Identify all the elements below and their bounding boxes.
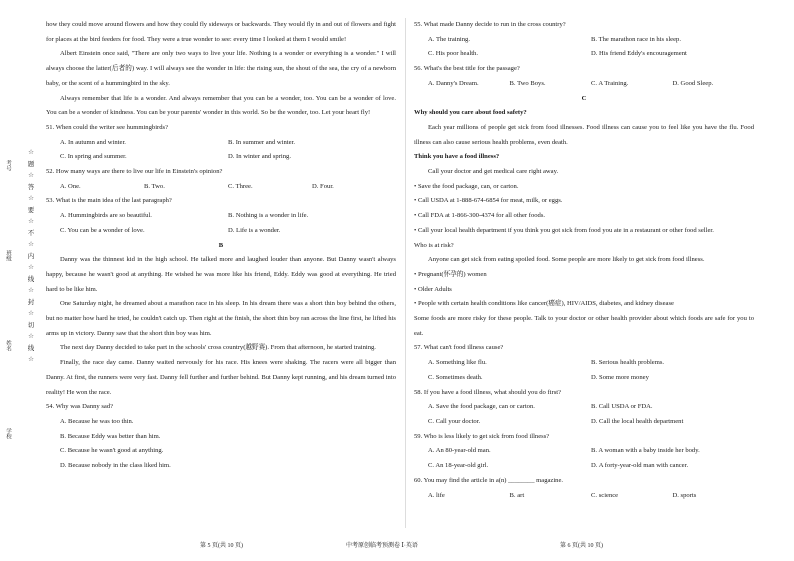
- option: D. A forty-year-old man with cancer.: [591, 462, 689, 470]
- seal-line-char: 要: [27, 206, 35, 214]
- seal-line-char: 线: [27, 344, 35, 352]
- bullet-item: • Pregnant(怀孕的) women: [414, 270, 487, 278]
- option: B. The marathon race in his sleep.: [591, 35, 681, 43]
- seal-line-char: ☆: [28, 310, 34, 317]
- option: A. Save the food package, can or carton.: [428, 403, 535, 411]
- seal-line-char: ☆: [28, 356, 34, 363]
- option: D. Life is a wonder.: [228, 226, 281, 234]
- option: D. His friend Eddy's encouragement: [591, 50, 687, 58]
- option: B. A woman with a baby inside her body.: [591, 447, 700, 455]
- bullet-item: • People with certain health conditions like cancer(癌症), HIV/AIDS, diabetes, and kidney disease: [414, 300, 674, 308]
- option: A. Danny's Dream.: [428, 79, 479, 87]
- passage-c-heading: Who is at risk?: [414, 241, 454, 249]
- question-59-options: [428, 444, 754, 459]
- passage-c-heading: Why should you care about food safety?: [414, 109, 527, 117]
- passage-a-paragraph: Albert Einstein once said, "There are only two ways to live your life. Nothing is a wonder or everything is a wonder." I will always choose the latter(后者的) way. I will always see the wonder in life: the rising sun, the shout of the sea, the cry of a newborn baby, or the scent of a hummingbird in the sky.: [46, 50, 396, 87]
- bullet-item: • Call your local health department if you think you got sick from food you ate in a restaurant or other food seller.: [414, 226, 714, 234]
- option: A. Hummingbirds are so beautiful.: [60, 212, 152, 220]
- passage-b-paragraph: Finally, the race day came. Danny waited nervously for his race. His knees were shaking. The racers were all bigger than Danny. At first, the runners were very fast. Danny fell further and further behind. But Danny kept running, and his dream turned into reality! He won the race.: [46, 359, 396, 396]
- option: C. His poor health.: [428, 50, 478, 58]
- passage-c-paragraph: Anyone can get sick from eating spoiled food. Some people are more likely to get sick from food illness.: [428, 256, 705, 264]
- option: D. Call the local health department: [591, 417, 684, 425]
- seal-line-char: ☆: [28, 264, 34, 271]
- option: B. Two.: [144, 182, 165, 190]
- section-heading-c: C: [581, 94, 587, 102]
- option: A. In autumn and winter.: [60, 138, 126, 146]
- seal-line-char: ☆: [28, 287, 34, 294]
- option: C. science: [591, 491, 619, 499]
- passage-b-paragraph: The next day Danny decided to take part in the schools' cross country(越野赛). From that afternoon, he started training.: [60, 344, 376, 352]
- option: B. In summer and winter.: [228, 138, 296, 146]
- option: C. In spring and summer.: [60, 153, 127, 161]
- passage-b-paragraph: One Saturday night, he dreamed about a marathon race in his sleep. In his dream there was a short thin boy behind the others, but no matter how hard he tried, he couldn't catch up. Then right at the finish, the short thin boy ran across the line first, he lifted his arms up in victory. Danny saw that the short thin boy was him.: [46, 300, 396, 337]
- question-55: 55. What made Danny decide to run in the cross country?: [414, 21, 566, 28]
- option: A. Something like flu.: [428, 359, 487, 367]
- passage-c-paragraph: Each year millions of people get sick from food illnesses. Food illness can cause you to feel like you have the flu. Food illness can also cause serious health problems, even death.: [414, 123, 754, 146]
- question-56: 56. What's the best title for the passage?: [414, 65, 520, 73]
- question-55-options: [428, 47, 754, 62]
- question-54: 54. Why was Danny sad?: [46, 403, 114, 411]
- question-57-options: [428, 371, 754, 386]
- exam-number-label: 考号: [5, 160, 11, 171]
- question-58-options: [428, 415, 754, 430]
- passage-c-heading: Think you have a food illness?: [414, 153, 500, 161]
- question-57: 57. What can't food illness cause?: [414, 344, 504, 352]
- question-51: 51. When could the writer see hummingbirds?: [46, 123, 169, 131]
- seal-line-char: ☆: [28, 333, 34, 340]
- option: A. An 80-year-old man.: [428, 447, 491, 455]
- seal-line-char: ☆: [28, 149, 34, 156]
- option: C. Call your doctor.: [428, 417, 481, 425]
- right-page: [414, 18, 754, 503]
- question-59-options: [428, 459, 754, 474]
- option: D. Good Sleep.: [672, 79, 714, 87]
- seal-line-char: 答: [27, 183, 35, 191]
- option: C. Three.: [228, 182, 253, 190]
- question-58-options: [428, 400, 754, 415]
- question-60-options: [428, 489, 754, 504]
- bullet-item: • Call FDA at 1-866-300-4374 for all other foods.: [414, 212, 546, 220]
- bullet-item: • Save the food package, can, or carton.: [414, 182, 519, 190]
- option: C. An 18-year-old girl.: [428, 462, 489, 470]
- question-53: 53. What is the main idea of the last paragraph?: [46, 197, 172, 205]
- seal-line-char: 内: [27, 252, 35, 260]
- question-54-option: A. Because he was too thin.: [60, 417, 134, 425]
- bullet-item: • Call USDA at 1-888-674-6854 for meat, milk, or eggs.: [414, 197, 563, 205]
- seal-line-char: 切: [27, 321, 35, 329]
- option: C. You can be a wonder of love.: [60, 226, 145, 234]
- passage-c-paragraph: Call your doctor and get medical care right away.: [428, 168, 559, 176]
- binding-margin: [0, 0, 44, 561]
- option: B. art: [509, 491, 525, 499]
- seal-line-char: 不: [27, 229, 35, 237]
- seal-line-char: ☆: [28, 172, 34, 179]
- question-55-options: [428, 33, 754, 48]
- option: B. Two Boys.: [509, 79, 546, 87]
- seal-line-char: 封: [27, 298, 35, 306]
- seal-line-text: [26, 150, 36, 369]
- question-60: 60. You may find the article in a(n) ________ magazine.: [414, 476, 564, 484]
- seal-line-char: ☆: [28, 195, 34, 202]
- option: D. Four.: [312, 182, 334, 190]
- question-51-options: [60, 136, 396, 151]
- question-57-options: [428, 356, 754, 371]
- question-51-options: [60, 150, 396, 165]
- question-52-options: [60, 180, 396, 195]
- option: D. Some more money: [591, 373, 649, 381]
- passage-a-paragraph: how they could move around flowers and how they could fly sideways or backwards. They would fly in and out of flowers and fight for places at the bird feeders for food. They were a true wonder to see: every time I looked at them I would smile!: [46, 21, 396, 43]
- passage-a-paragraph: Always remember that life is a wonder. And always remember that you can be a wonder, too. You can be a wonder of love. You can be a wonder of kindness. You can be your parents' wonder in this world. So be the wonder, too. Let your heart fly!: [46, 94, 396, 117]
- question-59: 59. Who is less likely to get sick from food illness?: [414, 432, 550, 440]
- seal-line-char: 题: [27, 160, 35, 168]
- option: D. In winter and spring.: [228, 153, 291, 161]
- option: C. A Training.: [591, 79, 629, 87]
- seal-line-char: ☆: [28, 241, 34, 248]
- question-58: 58. If you have a food illness, what should you do first?: [414, 388, 562, 396]
- question-53-options: [60, 224, 396, 239]
- question-53-options: [60, 209, 396, 224]
- question-54-option: B. Because Eddy was better than him.: [60, 432, 161, 440]
- question-52: 52. How many ways are there to live our life in Einstein's opinion?: [46, 168, 223, 176]
- seal-line-char: 线: [27, 275, 35, 283]
- page-divider: [405, 18, 406, 528]
- class-label: 班级: [5, 250, 11, 261]
- option: A. The training.: [428, 35, 470, 43]
- option: A. One.: [60, 182, 81, 190]
- option: C. Sometimes death.: [428, 373, 483, 381]
- left-page: [46, 18, 396, 474]
- passage-c-paragraph: Some foods are more risky for these people. Talk to your doctor or other health provider about which foods are safe for you to eat.: [414, 315, 754, 337]
- question-54-option: D. Because nobody in the class liked him.: [60, 462, 171, 470]
- option: B. Call USDA or FDA.: [591, 403, 653, 411]
- seal-line-char: ☆: [28, 218, 34, 225]
- option: B. Serious health problems.: [591, 359, 665, 367]
- question-54-option: C. Because he wasn't good at anything.: [60, 447, 164, 455]
- school-label: 学校: [5, 428, 11, 439]
- question-56-options: [428, 77, 754, 92]
- option: D. sports: [672, 491, 697, 499]
- section-heading-b: B: [218, 241, 224, 249]
- bullet-item: • Older Adults: [414, 285, 452, 293]
- page-number-right: 第 6 页(共 10 页): [560, 543, 603, 549]
- name-label: 姓名: [5, 340, 11, 351]
- exam-title-footer: 中考原创临考预测卷 Ⅰ·英语: [346, 543, 418, 549]
- page-number-left: 第 5 页(共 10 页): [200, 543, 243, 549]
- option: A. life: [428, 491, 445, 499]
- option: B. Nothing is a wonder in life.: [228, 212, 309, 220]
- passage-b-paragraph: Danny was the thinnest kid in the high school. He talked more and laughed louder than anyone. But Danny wasn't always happy, because he wasn't good at anything. He wished he was more like his friend, Eddy. Eddy was good at everything. He tried hard to be like him.: [46, 256, 396, 293]
